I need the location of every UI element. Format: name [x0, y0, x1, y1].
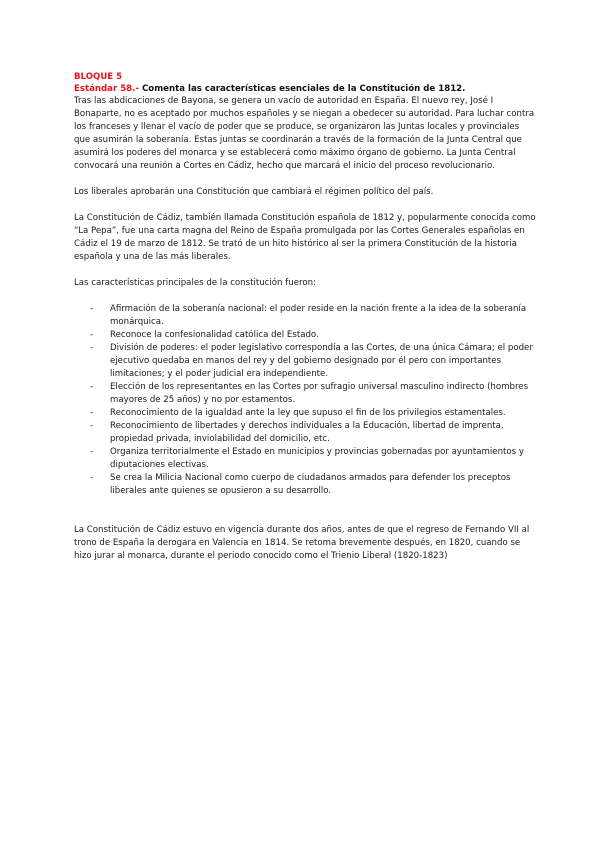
paragraph-conclusion: La Constitución de Cádiz estuvo en vigencia durante dos años, antes de que el regreso de Fernando VII al trono de España la derogara en Valencia en 1814. Se retoma brevemente después, en 1820, cuando se hizo jurar al monarca, durante el periodo conocido como el Trienio Liberal (1820-1823) [74, 525, 530, 561]
spacer [74, 264, 536, 277]
block-title: BLOQUE 5 [74, 72, 123, 82]
standard-label: Estándar 58.- [74, 84, 139, 94]
list-item: - Reconocimiento de libertades y derechos individuales a la Educación, libertad de imprenta, propiedad privada, inviolabilidad del domicilio, etc. [90, 420, 536, 446]
paragraph-constitution: La Constitución de Cádiz, también llamada Constitución española de 1812 y, popularmente conocida como “La Pepa”, fue una carta magna del Reino de España promulgada por las Cortes Generales españolas en Cádiz el 19 de marzo de 1812. Se trató de un hito histórico al ser la primera Constitución de la historia española y una de las más liberales. [74, 213, 536, 262]
paragraph-features-intro: Las características principales de la constitución fueron: [74, 278, 316, 288]
spacer [74, 173, 536, 186]
list-item: - Reconocimiento de la igualdad ante la ley que supuso el fin de los privilegios estamentales. [90, 407, 536, 420]
spacer [74, 498, 536, 511]
spacer [74, 511, 536, 524]
paragraph-intro: Tras las abdicaciones de Bayona, se genera un vacío de autoridad en España. El nuevo rey, José I Bonaparte, no es aceptado por muchos españoles y se niegan a obedecer su autoridad. Para luchar contra los franceses y llenar el vacío de poder que se produce, se organizaron las Juntas locales y provinciales que asumirán la soberanía. Estas juntas se coordinarán a través de la formación de la Junta Central que asumirá los poderes del monarca y se establecerá como máximo órgano de gobierno. La Junta Central convocará una reunión a Cortes en Cádiz, hecho que marcará el inicio del proceso revolucionario. [74, 96, 535, 171]
list-item: - Reconoce la confesionalidad católica del Estado. [90, 329, 536, 342]
list-item: - Organiza territorialmente el Estado en municipios y provincias gobernadas por ayuntamientos y diputaciones electivas. [90, 446, 536, 472]
spacer [74, 199, 536, 212]
list-item: - Se crea la Milicia Nacional como cuerpo de ciudadanos armados para defender los preceptos liberales ante quienes se opusieron a su desarrollo. [90, 472, 536, 498]
spacer [74, 290, 536, 303]
list-item: - Afirmación de la soberanía nacional: el poder reside en la nación frente a la idea de la soberanía monárquica. [90, 303, 536, 329]
paragraph-liberals: Los liberales aprobarán una Constitución que cambiará el régimen político del país. [74, 187, 434, 197]
list-item: - Elección de los representantes en las Cortes por sufragio universal masculino indirecto (hombres mayores de 25 años) y no por estamentos. [90, 381, 536, 407]
features-list [74, 303, 536, 498]
list-item: - División de poderes: el poder legislativo correspondía a las Cortes, de una única Cámara; el poder ejecutivo quedaba en manos del rey y del gobierno designado por él pero con importantes limitaciones; y el poder judicial era independiente. [90, 342, 536, 381]
standard-text: Comenta las características esenciales de la Constitución de 1812. [141, 84, 466, 94]
standard-heading [74, 83, 536, 95]
